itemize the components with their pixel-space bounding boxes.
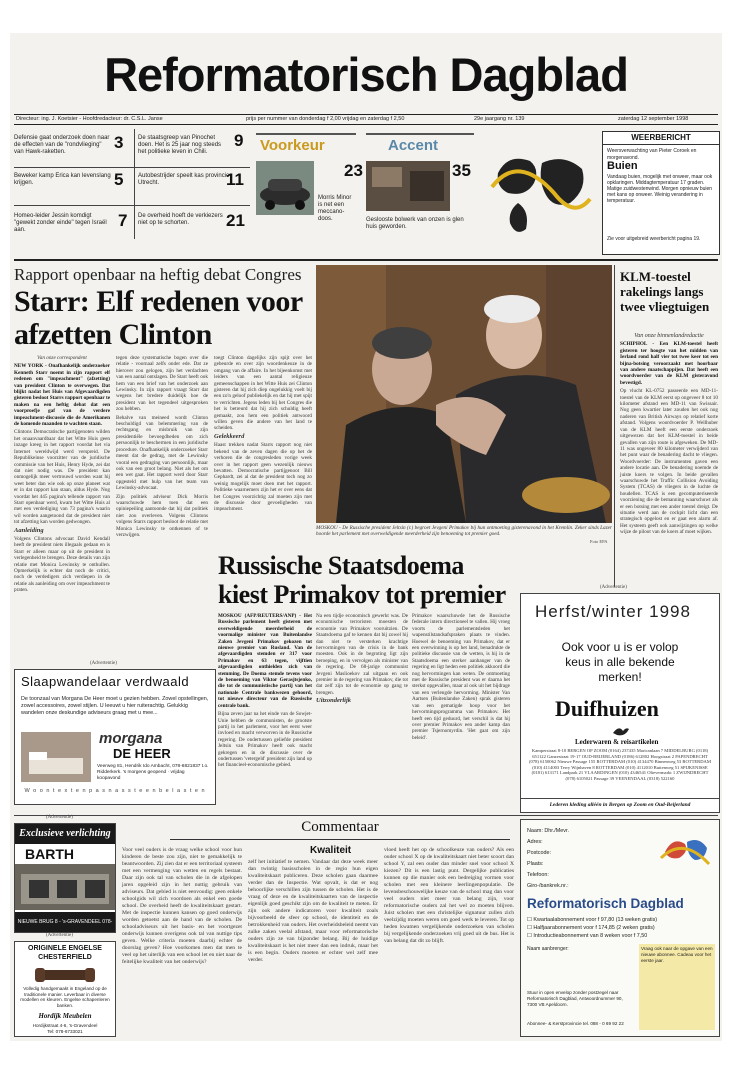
divider [14,167,250,168]
globe-icon [478,133,602,247]
russia-column-3 [412,613,510,803]
subscribe-promo: Vraag ook naar de opgave van een nieuwe abonnee. Cadeau voor het eerste jaar. [639,944,715,1030]
chesterfield-body: Volledig handgemaakt in Engeland op de traditionele manier. Leverbaar in diverse modellen en kleuren. Engelse schapenleren banken. [20,986,110,1008]
chesterfield-title: ORIGINELE ENGELSE CHESTERFIELD [28,945,102,961]
main-body: Behalve van meineed wordt Clinton beschuldigd van belemmering van de rechtsgang en misbruik van zijn presidentiële bevoegdheden om zich persoonlijk te beschermen in een juridische procedure. Onafhankelijk onderzoeker Starr meent dat de gedrag, met de Lewinsky vooral een gedraging van persoonlijk, maar ook van een groot belang. Niet als het om een wet gaat. Het rapport werd door Starr opgesteld met hulp van het team van Lewinsky-advocaat. [116,414,208,492]
weather-title: Buien [607,160,638,172]
field-bank[interactable]: Giro-/bankrek.nr.: [527,883,569,889]
globe-logo [478,133,602,247]
teaser-page[interactable]: 9 [234,131,244,150]
klm-lead: SCHIPHOL - Een KLM-toestel heeft gisteren ter hoogte van het midden van Ierland rond half vier tot twee keer tot een bijna-botsing veroorzaakt met hoorbaar van andere maatschappijen. Dat heeft een woordvoerder van de KLM gisteravond bevestigd. [620,341,718,386]
morgana-brand2: DE HEER [113,746,171,761]
main-column-1 [14,355,110,603]
photo-caption-text: MOSKOU - De Russische president Jeltsin (r.) begroet Jevgeni Primakov bij hun ontmoeting gisterenavond in het Kremlin. Zeker sinds Lazer hoorde het parlement met overweldigende meerderheid zijn benoeming tot premier goed. [316,525,612,538]
morgana-brand: morgana [99,730,163,747]
teaser-text[interactable]: Autobestrijder speelt kas provincie Utrecht. [138,173,230,186]
teaser-block [14,129,250,257]
section-rule [14,259,718,261]
commentaar-col-2: zelf het initiatief te nemen. Vandaar dat deze week meer dan twintig basisscholen in de regio hun eigen kwaliteitskaart publiceren. Deze scholen gaan daarmee verder dan de Inspectie. Wat opvalt, is dat er nog behoorlijke verschillen zijn tussen de scholen. Het is de vraag of deze en de kwaliteitskaarten van de inspectie eigenlijk goed geschikt zijn om de kwaliteit te meten. Er zijn ook andere indicatoren voor kwaliteit zoals bijvoorbeeld de sfeer op school, de identiteit en de betrokkenheid van ouders. Het overheidsbeleid neemt van zulke zaken veelal afstand, maar voor reformatorische ouders zijn ze van bijzonder belang. Bij de huidige kwaliteitskaart is het niet meer dan een indruk, maar het is een begin. Ouders moeten er echter wel zelf mee verder. [248,859,379,963]
section-rule [14,815,718,816]
teaser-text[interactable]: Defensie gaat onderzoek doen naar de effecten van de "rondvlieging" van Hawk-raketten. [14,135,110,155]
russia-body: Bijna zeven jaar na het einde van de Sowjet-Unie hebben de communisten, de grootste partij in het parlement, voor het eerst weer invloed en macht verworven in de Russische regering. De ondertussen geliefde president Jeltsin van Primakov heeft ook macht gekregen en in de discussie over de ondertussen 'vetergeld' president zijn land op het financieel-economische gebied. [218,711,312,769]
barth-ad[interactable] [14,823,116,933]
option-quarter[interactable]: ☐ Kwartaalabonnement voor f 97,80 (13 weken gratis) [527,917,658,923]
ad-addresses: Kamperstraat 8-10 BERGEN OP ZOOM (0164) 237435 Maricanlaan 7 MIDDELBURG (0118) 651122 Ganzestraat 19-17 OUD-BEIJERLAND (0186) 612802 Hoogstraat 2 PAPENDRECHT (078) 6150062 Nieuwe Passage 155 ROTTERDAM (010) 4134470 Binnenweg 53 ROTTERDAM (010) 4114003 Terry Wijnhaven 8 ROTTERDAM (010) 4112010 Buitenweg 51 SPIJKENISSE (0181) 613171 Landpark 21 VLAARDINGEN (010) 4346541 Olievermarkt 1 ZWIJNDRECHT (078) 6105021 Passage 39 VEENENDAAL (0318) 522160 [529,748,711,781]
field-phone[interactable]: Telefoon: [527,872,549,878]
teaser-text[interactable]: De overheid hoeft de verkiezers niet op te schorten. [138,213,223,226]
russia-column-1 [218,613,312,803]
accent-caption: Geslooste bolwerk van onzen is glen huis geworden. [366,217,464,230]
teaser-page[interactable]: 7 [118,211,128,230]
field-city[interactable]: Plaats: [527,861,544,867]
field-name[interactable]: Naam: Dhr./Mevr. [527,828,569,834]
bedroom-photo [21,732,91,782]
teaser-page[interactable]: 5 [114,170,124,189]
main-body: Haast trekken nadat Starrs rapport nog niet bekend van de zeven dagen die op het de verhoren die de congresleden vorige week over in het rapport geen wezenlijk nieuws bevatten. Democratische partijgenoot Bill Gephardt, zei al dat de president toch nog zo weinig mogelijk moet doen met het rapport. Politieke waarnemers zijn het er over eens dat het Congres voorzichtig zal moeten zijn met de discussie door gevoeligheden van impeachment. [214,442,312,513]
option-label: Kwartaalabonnement voor f 97,80 (13 weken gratis) [533,917,658,923]
subhead: Gelekkeerd [214,432,245,440]
ad-label: (Advertentie) [46,933,73,938]
subscribe-title: Reformatorisch Dagblad [527,896,684,911]
masthead-title: Reformatorisch Dagblad [104,48,628,101]
ad-label: (Advertentie) [46,815,73,820]
accent-page: 35 [452,161,471,180]
divider [614,265,615,587]
voorkeur-caption: Morris Minor is net een meccano-doos. [318,195,352,222]
shop-icon [15,864,115,910]
subscribe-fields [527,826,627,892]
teaser-page[interactable]: 21 [226,211,245,230]
ad-label: (Advertentie) [90,661,117,666]
interior-icon [366,161,450,211]
russia-headline[interactable]: Russische Staatsdoema kiest Primakov tot premier [218,551,506,609]
klm-headline[interactable]: KLM-toestel rakelings langs twee vliegtuigen [620,269,710,314]
duifhuizen-ad[interactable] [520,593,720,813]
divider [134,129,135,239]
subscribe-form[interactable] [520,819,720,1037]
teaser-page[interactable]: 3 [114,133,124,152]
main-lead: NEW YORK - Onafhankelijk onderzoeker Kenneth Starr noemt in zijn rapport elf redenen om "impeachment" (afzetting) van president Clinton te overwegen. Dat blijkt nadat het Huis van Afgevaardigden gisteren besloot Starrs rapport openbaar te maken na een heftig debat dat een voorproefje gaf van de verdere impeachment-discussie die de Amerikanen de komende maanden te wachten staan. [14,363,110,428]
accent-photo [366,161,450,211]
teaser-page[interactable]: 11 [226,170,244,189]
option-halfyear[interactable]: ☐ Halfjaarabonnement voor f 174,85 (2 weken gratis) [527,925,655,931]
subscribe-phone: Abonnee- & Kerstprovincie tel. 088 - 0 69 92 22 [527,1021,624,1026]
commentaar-col-1: Voor veel ouders is de vraag welke school voor hun kinderen de beste zou zijn, niet te gemakkelijk te beantwoorden. Zij zien dat er een territoriaal systeem met een vermenging van wetten en regels bestaat. Daar zijn ook tal van scholen die in de afgelopen jaren opgeleid zijn in het nuttig gebruik van adviseurs. Dat gebied is niet eenvoudig: geen enkele schoolgids wil zich voordoen als enkel een goede school. De overheid heeft de kwaliteitskaart gestart. Met de inspectie kunnen kansen op goed onderwijs worden getoetst aan de hand van de scholen. De schooladviseurs uit het basis- en het voortgezet onderwijs kunnen overigens ook tal van nuttige tips geven. Welke criteria moeten daarbij echter de doorslag geven? Hoe voorkomen men dat men te veel op het uiterlijk van een school let en niet naar de feitelijke kwaliteit van het onderwijs? [122,847,242,965]
weather-body: Vandaag buien, mogelijk met onweer, maar ook opklaringen. Middagtemperatuur 17 graden. Matige zuidwestenwind. Morgen opnieuw buien met kans op onweer. Weinig verandering in temperatuur. [607,174,713,204]
meta-editors: Directeur: ing. J. Koetsier - Hoofdredacteur: dr. C.S.L. Janse [16,116,163,122]
subscribe-referrer[interactable]: Naam aanbrenger: [527,946,569,952]
meta-price: prijs per nummer van donderdag f 2,00 vrijdag en zaterdag f 2,50 [246,116,405,122]
weather-intro: Weersverwachting van Pieter Coroek en morgenavond. [607,148,697,161]
teaser-text[interactable]: Homeo-leider Jessin komdigt "gewekt zonder einde" tegen Israël aan. [14,213,107,233]
main-body: Zijn politiek adviseur Dick Morris waarschuwde hem toen dat een opiniepeiling aantoonde dat hij dat politiek niet zou overleven. Volgens Clintons volgens Starrs rapport besloot de relatie met Monica Lewinsky te ontkennen of te verzwijgen. [116,493,208,538]
subhead: Uitzonderlijk [316,697,352,705]
ad-tagline: Ook voor u is er volop keus in alle bekende merken! [561,640,679,684]
main-headline[interactable]: Starr: Elf redenen voor afzetten Clinton [14,285,303,351]
accent-label: Accent [388,137,439,154]
ad-label: (Advertentie) [600,585,627,590]
main-body: Volgens Clintons advocaat David Kendall heeft de president niets illegaals gedaan en is Starr er alleen maar op uit de president in verlegenheid te brengen. Deze details van zijn relatie met Monica Lewinsky te onthullen. Opmerkelijk is echter dat noch de critici, noch de verdedigers zich verdiepen in de relatie als aanleiding om over impeachment te praten. [14,535,110,594]
accent-box[interactable] [366,133,474,253]
ad-sub: Lederwaren & reisartikelen [575,738,659,746]
barth-address: NIEUWE BRUG 8 - 's-GRAVENDEEL 078- [15,912,115,932]
shop-photo [15,864,115,910]
main-column-2 [116,355,208,603]
option-intro[interactable]: ☐ Introductieabonnement van 8 weken voor f 7,50 [527,933,648,939]
field-postcode[interactable]: Postcode: [527,850,551,856]
byline: Van onze correspondent [37,355,87,361]
photo-image [316,265,612,523]
barth-exclusive: Exclusieve verlichting [15,824,115,844]
meta-date: zaterdag 12 september 1998 [618,116,689,122]
commentaar-col-3: vloed heeft het op de schoolkeuze van ouders? Als een ouder school X op de kwaliteitskaart niet beter scoort dan school Y, zal een ouder dan minder snel voor school X kiezen? Dit is een lastig punt. Dergelijke publicaties kunnen op die manier ook een bedreiging vormen voor scholen met een kleinere leerlingenpopulatie. De levensbeschouwelijke keuze van de school mag dan voor veel ouders niet meer van belang zijn, voor reformatorische ouders zal het wel zo moeten blijven. Juist scholen met een christelijke signatuur zullen zich veelzijdig moeten weren om goed werk te leveren. Tot op heden kwamen vergelijkende onderzoeken van scholen bij vergelijkende onderzoeken vrij goed uit de bus. Het is van belang dat dit zo blijft. [384,847,514,944]
ad-season: Herfst/winter 1998 [535,602,691,621]
weather-box[interactable] [602,131,720,255]
meta-volume: 29e jaargang nr. 139 [474,116,525,122]
chesterfield-address: Hordijkstraat 4-6, 's-Gravendeel [32,1023,98,1028]
voorkeur-box[interactable] [256,133,363,253]
teaser-text[interactable]: Beweker kamp Erica kan levenslang krijgen. [14,173,111,186]
main-body: tegen deze systematische bogen over die relatie - voornaal zelfs onder ede. Dat ze hierover zou gelogen, zijn het verdachten van een aantal ontslagen. De Starr heeft ook hem van een brief van het onderzoek aan Lewinsky. In zijn rapport vraagt Starr dat wegens het bredere duidelijk hoe de president van het tegendeel uitgesproken zou hebben. [116,355,208,413]
klm-article [620,333,718,587]
russia-lead: MOSKOU (AFP/REUTERS/ANP) - Het Russische parlement heeft gisteren met overweldigende meerderheid de voormalige minister van Buitenlandse Zaken Jevgeni Primakov gekozen tot nieuwe premier van Rusland. Van de afgevaardigden stemden er 317 voor Primakov en 63 tegen, vijftien afgevaardigden onthielden zich van stemming. De Doema stemde tevens voor de benoeming van Viktor Gerasjtsjenko, die tot de communistische partij van het nationale Centrale bankwezen gehoord, tot nieuwe directeur van de Russische centrale bank. [218,613,312,709]
photo-credit: Foto EPA [590,539,608,544]
russia-body: Na een tijdje economisch gewerkt was. De economische terroristen moesten de economie van Primakov vooruitzien. De Staatsdoema gaf te kennen dat bij zowel hij dan niet te versterken krachtige hervormingen van de crisis in de bank moesten. Ook in de begroting ligt zijn beroeping, en in vervolgen als minister van de regering. De 68-jarige communist Jevgeni Maslioekov zal uitgaan en ook premier in de regering van Primakov, die tot dat zelf zijn tot de economie op gang te brengen. [316,613,408,696]
newspaper-page [10,33,722,1041]
russia-column-2 [316,613,408,803]
main-body: toegt Clinton dagelijks zijn spijt over het gebeurde en over zijn woordenkeuze in de omgang van de affaire. In het bijeenkomst met leiders van een aantal religieuze gemeenschappen in het Witte Huis zei Clinton gisteren dat hij zich diep ongelukkig voelt bij een zo'n geloof publiekelijk en dat hij met spijt te verrichten. Jegens leden bij het Congres die het is betreurd dat hij zich schuldig heeft gemaakt, zou hem een politiek antwoord willen geven die andere van het land te scheiden. [214,355,312,432]
globe-icon [659,830,711,879]
chesterfield-ad[interactable] [14,941,116,1037]
car-icon [256,161,314,215]
chesterfield-store: Hordijk Meubelen [38,1012,92,1020]
photo-caption [316,525,612,543]
ad-brand: Duifhuizen [555,696,659,721]
klm-body: Op vlucht KL-0752 passeerde een MD-11-toestel van de KLM eerst op ongeveer 8 tot 10 kilometer afstand een MD-11 van Swissair. Nog geen kwartier later zouden het ook nog naderen van British Airways op relatief korte afstand. Volgens woordvoerder P. Wellhuber van de KLM heeft een eerste onderzoek uitgewezen dat het KLM-toestel in beide gevallen van zijn route is afgeweken. De MD-11 was ongeveer 80 kilometer verwijderd van het punt waar de benadering dacht te vliegen. Woordvoerder: De instrumenten gaven een andere locatie aan. De benadering noemde de juiste koers te volgen. In beide gevallen waarschuwde het Traffic Collision Avoiding System (TCAS) de vliegers in de luchte de houdellen. TCAS is een gecomputeriseerde voorziening die de bemanning waarschuwt als er een botsing met een ander toestel dreigt. De situatie werd aan de cockpit licht dan een strategisch opgelost en er gaat een alarm af. Het systeem geeft ook aanwijzingen op welke wijze de piloot van de koers af moet wijken. [620,388,718,536]
voorkeur-label: Voorkeur [260,137,325,154]
morgana-body: De toonzaal van Morgana De Heer moet u gezien hebben. Zowel opstellingen, zowel accessoires, zowel stijlen. U leeuwt u hier ruiterachtig. Gelukkig wandelen onze deskundige adviseurs graag met u mee... [21,696,209,716]
main-rubric: Rapport openbaar na heftig debat Congres [14,265,302,284]
morgana-info: Veerweg 81, Hendrik Ido Ambacht, 078-6821837 t.o. Ridderkerk. 's morgens geopend · vrijdag koopavond [97,764,209,781]
weather-header: WEERBERICHT [603,132,719,145]
ad-footer: Lederen kleding alléén in Bergen op Zoom en Oud-Beijerland [521,798,719,812]
jeltsin-photo[interactable] [316,265,612,523]
field-address[interactable]: Adres: [527,839,543,845]
bed-icon [21,732,91,782]
option-label: Halfjaarabonnement voor f 174,85 (2 weken gratis) [533,925,655,931]
russia-body: Primakov waarschuwde het de Russische federale intern directioneel te vallen. Hij vroeg voorts de parlementsleden het wapenstilstandsafspraken plaats te vinden. Hoewel de benoeming van Primakov, dat er een overwinning is op het land, benadrukte de politieke discussie van de wetten, is hij in de Staatsdoema een sterker aanhanger van de regering en ligt heden een politiek akkoord die nog hervormingen kan weten. De ontmoeting met de Russische president was er daarna het sterkst opgevallen, maar al ook uit het bijdrage van een verlengde hervorming. Minister Van Aartsen (Buitenlandse Zaken) sprak gisteren van een gematigde hoop voor het hervormingsprogramma van Primakov. Het heeft een tijd geduurd, het verschil is dat hij over premier Primakov een ander kamp dan premier Tsjernomyrdin. 'Het gaat om zijn beleid'. [412,613,510,741]
morgana-title: Slaapwandelaar verdwaald [21,674,190,689]
commentaar-title[interactable]: Kwaliteit [310,845,352,856]
commentaar-header: Commentaar [170,819,510,840]
option-label: Introductieabonnement van 8 weken voor f 7,50 [533,933,648,939]
weather-more: Zie voor uitgebreid weerbericht pagina 19. [607,236,701,242]
klm-byline: Van onze binnenlandredactie [634,333,704,339]
teaser-text[interactable]: De staatsgreep van Pinochet doen. Het is 25 jaar nog steeds het politieke leven in Chili. [138,135,222,155]
morgana-ad[interactable] [14,669,216,805]
car-photo [256,161,314,215]
barth-brand: BARTH [25,846,74,862]
morgana-footer: W o o n t e x t e n p a s n a s s t e e n b e l a s t e n [24,788,206,794]
chesterfield-phone: Tel: 078-6733021 [47,1029,83,1034]
meta-bar [14,114,718,125]
main-body: Clintons Democratische partijgenoten wilden het onaanvaardbaar dat het Witte Huis geen inzage kreeg in het rapport voordat het via Internet wereldwijd werd verspreid. De Republikeinse voorzitter van de juridische commissie van het Huis, Henry Hyde, zei dat dat niet nodig was. De president kan onmogelijk meer vertrouwd worden want hij weet beter dan wie ook op onze planeet wat er in dat rapport kan staan, aldus Hyde. Nog voordat het 445 pagina's tellende rapport van Starr openbaar werd, kwam het Witte Huis al met een verdediging van 73 pagina's waarin wil worden aangetoond dat de president niet tot afzetting kan worden gedwongen. [14,429,110,526]
voorkeur-page: 23 [344,161,363,180]
subhead: Aanleiding [14,526,44,534]
subscribe-options [527,916,713,940]
divider [14,205,250,206]
subscribe-note: Stuur in open envelop zonder postzegel naar Reformatorisch Dagblad, Antwoordnummer 90, 7300 VB Apeldoorn. [527,990,623,1007]
